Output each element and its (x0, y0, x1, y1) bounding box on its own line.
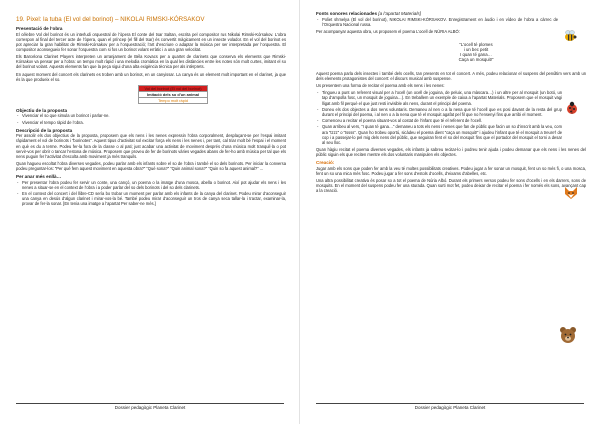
section-heading-mes: Per anar més enllà… (16, 174, 62, 180)
poem-line: I quan té gana… (460, 52, 492, 58)
footer-rule (316, 403, 584, 404)
section-heading-descripcio: Descripció de la proposta (16, 127, 73, 133)
footer-rule (16, 403, 284, 404)
list-item: - En el context del concert i del llibre-CD sería bo trobar un moment per parlar amb els infants de la canya del clarinet. Podeu mirar d’aconseguir una canya en desús d’algun clarinet i mirar-vos-la bé. També podeu mirar d’aconseguir un tros de canya seca tallar-la i tractar, examinar-la, provar de fer-la sonar. [En tenia una imatge a l’apartat Per saber-ne més.] (16, 191, 286, 206)
paragraph: Per acompanyar aquesta obra, us proposem el poema L’ocell de NÚRIA ALBÓ: (316, 28, 460, 34)
ladybug-illustration-icon (564, 100, 580, 116)
paragraph: Per assolir els dos objectius de la proposta, proposem que els nens i les nenes expressin l’obra corporalment, desplaçant-se per l’espai imitant ràpidament el vol de borinots i “borinotes”. Aquest tipus d’activitat sol excitar força els nens i les nenes i, per tant, cal triar molt bé l’espai i el moment en què es du a terme. Podeu fer-la fora de la classe o al pati; just acabar una activitat de moviment després d’una música molt tranquil·la o pot servir-vos per obrir o tancar l’estona de música. Proposem que proveu de fer de borinots vàries vegades abans de fer-ho amb música per tal que els nens puguin fer l’activitat d’escolta amb moviment ja més tranquils. (16, 133, 286, 159)
objectiu-list (16, 113, 286, 124)
bear-illustration-icon (558, 325, 578, 345)
fonts-heading-note: [a l’apartat Materials] (378, 11, 421, 16)
list-item: - Poliet shmelya (El vol del borinot), NIKOLAI RIMSKI-KÓRSAKOV. Enregistrament en àudio i en vídeo de l’obra a càrrec de l’Orquestra Nacional russa. (316, 17, 558, 27)
list-item: - Per presentar l’obra podeu fer servir un conte, una cançó, un poema o la imatge d’una mosca, abella o borinot. Així pot ajudar els nens i les nenes a situar-se en el context de l’obra i a poder parlar del so dels borinots i del so dels clarinets. (16, 180, 286, 190)
right-page (300, 0, 600, 424)
paragraph: Us presentem una forma de recitar el poema amb els nens i les nenes: (316, 83, 445, 89)
page-footer (0, 405, 300, 410)
list-item: - Comenceu a recitar el poema situant-vos al costat de l’infant que té el referent de l’ocell. (316, 118, 562, 123)
mes-list (16, 180, 286, 207)
section-heading-fonts (316, 11, 586, 16)
right-page-content (316, 11, 586, 195)
paragraph: En aquest moment del concert els clarinets es troben amb un borinot, en un canyissar. La canya és un element molt important en el clarinet, ja que és la que produeix el so. (16, 71, 286, 82)
paragraph: Quan hàgiu recitat el poema diverses vegades, els infants ja sabreu recitar-lo i podreu tenir ajuda i podeu demanar que els nens i les nenes del públic siguin els que reciten mentre els dos voluntaris manipulen els objectes. (316, 146, 586, 157)
bee-illustration-icon (562, 28, 578, 44)
list-item: - Quan arribeu al vers, “I quan té gana…” demaneu a tots els nens i nenes que fan de públic que facin un so d’inscrit amb la veu, com ara “tzzz” o “tssss”. Quan ho trobeu oportú, sicàdeu el poema dient “caça un mosquit!” i ajudeu l’infant que té el mosquit a treure’l de cop i a passejar-lo pel mig dels nens del públic, que seguiran fent el so del mosquit fins que el portador del mosquit el torni a desar al seu lloc. (316, 124, 562, 144)
fonts-heading-text: Fonts sonores relacionades (316, 11, 378, 16)
poem-line: Caça un mosquit!” (458, 57, 494, 63)
paragraph: Quan hagueu escoltat l’obra diverses vegades, podeu parlar amb els infants sobre el so de l’obra i també el so dels borinots. Per iniciar la conversa podeu preguntar-los: “Per què fem aquest moviment en aquesta obra?” “Què sona?” “Quin animal sona?” “Quin so fa aquest animal?” ... (16, 161, 286, 172)
footer-text: Dossier pedagògic Planeta Clarinet (414, 405, 486, 410)
list-item: - Vivenciar el tempo ràpid de l’obra. (16, 120, 286, 125)
paragraph: Els Barcelona Clarinet Players interpreten un arranjament de Béla Kovacs per a quartet de clarinets que conserva els elements que Rimski-Kórsakov va pensar per a l’obra: un tempo molt ràpid i una melodia cromàtica en la qual les distàncies entre les notes són molt curtes, imitant el so del borinot volant. Aquests elements fan que la peça sigui d’una alta exigència tècnica per als intèrprets. (16, 54, 286, 70)
table-row-title: Vol del borinot (El vol del borinot) (139, 86, 207, 92)
fonts-list (316, 17, 558, 27)
paragraph: Jugar amb els sons que poden fer amb la veu té moltes possibilitats creatives. Podeu jugar a fer sonar un mosquit, fent un so més fi, o una mosca, fent un so una mica més fosc. Podeu jugar a fer sons d’estols d’ocells, d’eixams d’abelles, etc. (316, 165, 586, 176)
summary-table (138, 85, 208, 104)
footer-text: Dossier pedagògic Planeta Clarinet (114, 405, 186, 410)
poem-line: i un bec petit (463, 47, 489, 53)
list-item: - Tingueu a punt un referent visual per a l’ocell (un ocell de joguina, de peluix, una màscara…) i un altre per al mosquit (un botó, un tap d’ampolla fosc, un mosquit de joguina…). En treballem un exemple de caixa a l’apartat Materials. Proposem que el mosquit vagi lligat amb fil perquè el que just resti invisible als nens, durant el principi del poema. (316, 90, 562, 105)
table-row-concept: Imitació dels so d’un animal (139, 92, 207, 98)
page-footer (300, 405, 600, 410)
page-title: 19. Pixel: la tuba (El vol del borinot) – NIKOLAI RIMSKI-KÓRSAKOV (16, 16, 205, 23)
section-heading-objectiu: Objectiu de la proposta (16, 107, 68, 113)
paragraph: El célebre Vol del borinot és un interludi orquestral de l’òpera El conte del tsar Saltan, escrita pel compositor rus Nikolai Rimski-Kórsakov. L’obra correspon al final del tercer acte de l’òpera, quan el príncep (el fill del tsar) és convertit màgicament en un insecte volador. En el vol del borinot es pot apreciar la gran habilitat de Rimski-Kórsakov per a l’orquestració; l’art d’escriure o adaptar la música per ser interpretada per l’orquestra. El compositor aconsegueix fer sonar l’orquestra com si fos un borinot volant erràtic i a una gran velocitat. (16, 31, 286, 52)
left-page-content (16, 16, 286, 208)
list-item: - Doneu els dos objectes a dos nens voluntaris. Demaneu al nen o a la nena que té l’ocell que es posi davant de la resta del grup durant el principi del poema, i al nen o a la nena que té el mosquit agafat pel fil que no l’ensenyi fins que arribi el moment. (316, 107, 562, 117)
paragraph: Una altra possibilitat creativa és posar so a tot el poema de Núria Albó. Durant els primers versos podeu fer sons d’ocells i en els darrers, sons de mosquits. En el moment del suspens podeu fer una sturada. Quan surti mot fet, podeu deixar de recitar el poema i fer només els sons, avançant cap a la creació. (316, 178, 586, 194)
steps-list (316, 90, 562, 145)
fox-illustration-icon (562, 184, 580, 202)
list-item: - Vivenciar el so que simula un borinot i parlar-ne. (16, 113, 286, 118)
poem-line: “L’ocell té plomes (459, 41, 493, 47)
section-heading-creacio: Creació: (316, 160, 335, 166)
poem (454, 42, 498, 63)
paragraph: Aquest poema parla dels insectes i també dels ocells, tan presents en tot el concert. A més, podeu relacionar el suspens del penúltim vers amb un dels elements protagonistes del concert: el discurs musical amb suspense. (316, 70, 586, 81)
section-heading-presentacio: Presentació de l’obra (16, 26, 63, 31)
table-row-tempo: Tempo molt ràpid (158, 97, 188, 103)
